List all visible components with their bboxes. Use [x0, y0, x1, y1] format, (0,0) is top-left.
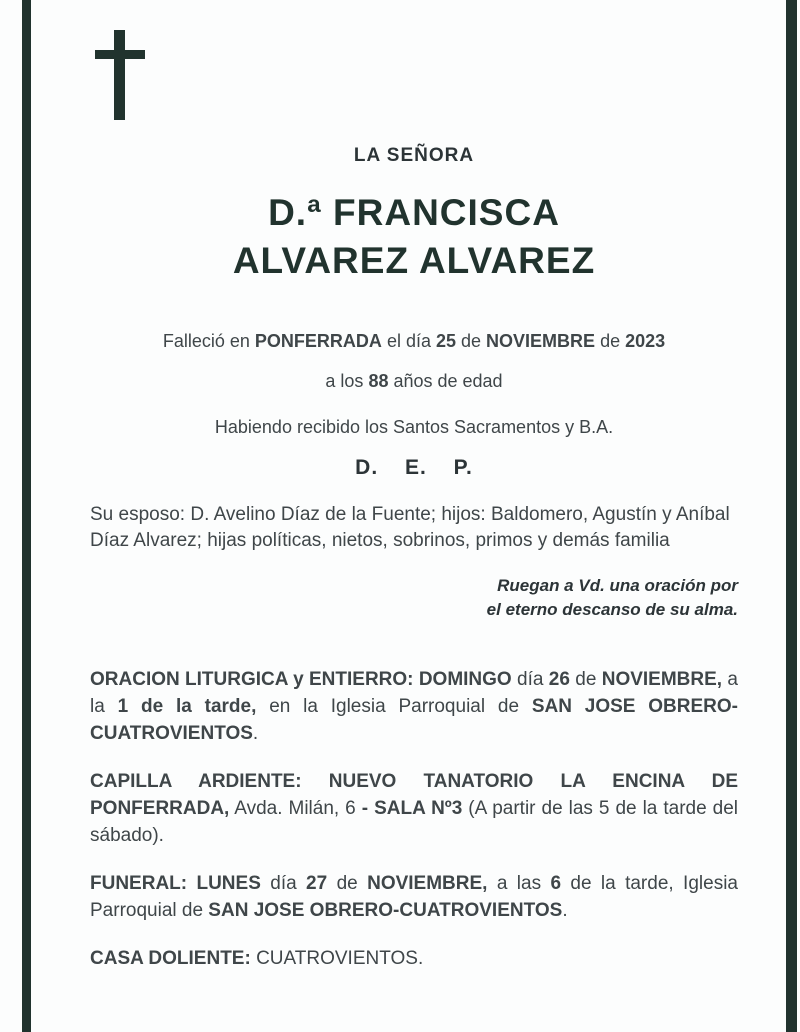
wake-chapel-paragraph: CAPILLA ARDIENTE: NUEVO TANATORIO LA ENCINA DE PONFERRADA, Avda. Milán, 6 - SALA Nº3 (A partir de las 5 de la tarde del sábado). — [90, 771, 739, 846]
liturgy-burial-paragraph: ORACION LITURGICA y ENTIERRO: DOMINGO día 26 de NOVIEMBRE, a la 1 de la tarde, en la Iglesia Parroquial de SAN JOSE OBRERO-CUATROVIENTOS. — [90, 669, 738, 744]
obituary-content — [90, 0, 738, 993]
prayer-line2: el eterno descanso de su alma. — [486, 600, 738, 619]
family-paragraph: Su esposo: D. Avelino Díaz de la Fuente; hijos: Baldomero, Agustín y Aníbal Díaz Alvarez; hijas políticas, nietos, sobrinos, primos y demás familia — [90, 504, 730, 551]
service-details — [90, 666, 738, 972]
sacraments-line: Habiendo recibido los Santos Sacramentos y B.A. — [214, 417, 614, 437]
prayer-line1: Ruegan a Vd. una oración por — [497, 576, 738, 595]
deceased-name-line2: ALVAREZ ALVAREZ — [232, 240, 596, 281]
deceased-name-line1: D.ª FRANCISCA — [268, 192, 560, 233]
prayer-request — [90, 574, 738, 622]
left-border-bar — [22, 0, 31, 1032]
age-line: a los 88 años de edad — [325, 371, 503, 391]
death-date-line: Falleció en PONFERRADA el día 25 de NOVIEMBRE de 2023 — [162, 331, 666, 351]
mourning-house-paragraph: CASA DOLIENTE: CUATROVIENTOS. — [90, 948, 424, 969]
right-border-bar — [786, 0, 797, 1032]
honorific-title: LA SEÑORA — [353, 145, 475, 166]
deceased-name — [90, 189, 738, 285]
dep-abbreviation: D. E. P. — [355, 456, 473, 479]
funeral-paragraph: FUNERAL: LUNES día 27 de NOVIEMBRE, a las 6 de la tarde, Iglesia Parroquial de SAN JOSE OBRERO-CUATROVIENTOS. — [90, 873, 738, 921]
